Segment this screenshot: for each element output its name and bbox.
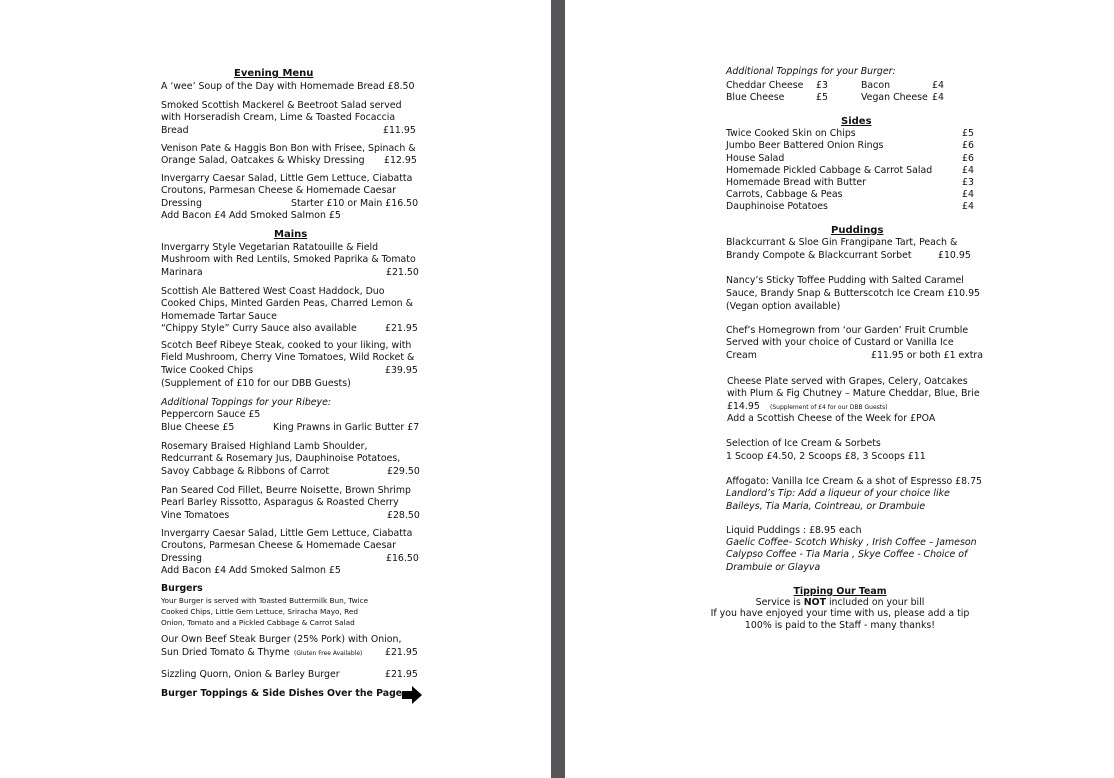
- toffee-line-1: Nancy’s Sticky Toffee Pudding with Salted Caramel: [726, 275, 964, 286]
- page-divider: [551, 0, 565, 778]
- ice-cream-prices: 1 Scoop £4.50, 2 Scoops £8, 3 Scoops £11: [726, 451, 926, 462]
- side-chips: Twice Cooked Skin on Chips: [726, 128, 856, 139]
- ratatouille-line-2: Mushroom with Red Lentils, Smoked Paprika & Tomato: [161, 254, 416, 265]
- mains-heading: Mains: [274, 229, 308, 240]
- cheese-line-2: with Plum & Fig Chutney – Mature Cheddar, Blue, Brie: [727, 388, 980, 399]
- side-carrots-price: £4: [962, 189, 974, 200]
- topping-blue-cheese: Blue Cheese: [726, 92, 785, 103]
- haddock-line-4: “Chippy Style” Curry Sauce also available: [161, 323, 357, 334]
- beef-burger-line-1: Our Own Beef Steak Burger (25% Pork) with Onion,: [161, 634, 402, 645]
- king-prawns-topping: King Prawns in Garlic Butter £7: [273, 422, 420, 433]
- topping-cheddar: Cheddar Cheese: [726, 80, 804, 91]
- service-note-not: NOT: [803, 597, 826, 608]
- tipping-line-1: If you have enjoyed your time with us, please add a tip: [710, 608, 970, 619]
- liquid-puddings-line-3: Drambuie or Glayva: [726, 562, 821, 573]
- cheese-supplement: (Supplement of £4 for our DBB Guests): [770, 404, 888, 411]
- blue-cheese-topping: Blue Cheese £5: [161, 422, 235, 433]
- cod-line-2: Pearl Barley Rissotto, Asparagus & Roasted Cherry: [161, 497, 399, 508]
- toffee-line-2: Sauce, Brandy Snap & Butterscotch Ice Cream £10.95: [726, 288, 980, 299]
- side-carrots: Carrots, Cabbage & Peas: [726, 189, 843, 200]
- ribeye-price: £39.95: [385, 365, 418, 376]
- caesar-starter-price: Starter £10 or Main £16.50: [291, 198, 419, 209]
- cheese-of-week: Add a Scottish Cheese of the Week for £POA: [727, 413, 936, 424]
- mackerel-line-2: with Horseradish Cream, Lime & Toasted Focaccia: [161, 112, 396, 123]
- liquid-puddings-title: Liquid Puddings : £8.95 each: [726, 525, 862, 536]
- beef-burger-price: £21.95: [385, 647, 418, 658]
- topping-vegan-cheese-price: £4: [932, 92, 944, 103]
- beef-burger-line-2: Sun Dried Tomato & Thyme: [161, 647, 290, 658]
- toffee-line-3: (Vegan option available): [726, 301, 841, 312]
- venison-line-1: Venison Pate & Haggis Bon Bon with Frisee, Spinach &: [161, 143, 416, 154]
- side-bread-price: £3: [962, 177, 974, 188]
- cod-line-1: Pan Seared Cod Fillet, Beurre Noisette, Brown Shrimp: [161, 485, 412, 496]
- haddock-line-3: Homemade Tartar Sauce: [161, 311, 277, 322]
- liquid-puddings-line-2: Calypso Coffee - Tia Maria , Skye Coffee - Choice of: [726, 549, 968, 560]
- evening-menu-heading: Evening Menu: [234, 68, 314, 79]
- quorn-burger-price: £21.95: [385, 669, 418, 680]
- haddock-price: £21.95: [385, 323, 418, 334]
- burgers-heading: Burgers: [161, 583, 203, 594]
- caesar-starter-line-2: Croutons, Parmesan Cheese & Homemade Caesar: [161, 185, 396, 196]
- side-onion-rings-price: £6: [962, 140, 974, 151]
- lamb-line-2: Redcurrant & Rosemary Jus, Dauphinoise Potatoes,: [161, 453, 401, 464]
- side-dauphinoise-price: £4: [962, 201, 974, 212]
- service-note-post: included on your bill: [825, 597, 925, 608]
- caesar-main-line-3: Dressing: [161, 553, 202, 564]
- over-page-note: Burger Toppings & Side Dishes Over the Page: [161, 688, 403, 699]
- sides-heading: Sides: [841, 116, 872, 127]
- side-onion-rings: Jumbo Beer Battered Onion Rings: [726, 140, 884, 151]
- side-dauphinoise: Dauphinoise Potatoes: [726, 201, 828, 212]
- ribeye-line-3: Twice Cooked Chips: [161, 365, 254, 376]
- ratatouille-price: £21.50: [386, 267, 419, 278]
- topping-vegan-cheese: Vegan Cheese: [861, 92, 928, 103]
- caesar-main-price: £16.50: [386, 553, 419, 564]
- lamb-price: £29.50: [387, 466, 420, 477]
- crumble-price: £11.95 or both £1 extra: [871, 350, 983, 361]
- soup-item: A ‘wee’ Soup of the Day with Homemade Bread £8.50: [161, 81, 415, 92]
- ribeye-line-1: Scotch Beef Ribeye Steak, cooked to your liking, with: [161, 340, 412, 351]
- mackerel-price: £11.95: [383, 125, 416, 136]
- peppercorn-topping: Peppercorn Sauce £5: [161, 409, 261, 420]
- cod-price: £28.50: [387, 510, 420, 521]
- topping-blue-cheese-price: £5: [816, 92, 828, 103]
- caesar-starter-addons: Add Bacon £4 Add Smoked Salmon £5: [161, 210, 341, 221]
- side-bread: Homemade Bread with Butter: [726, 177, 867, 188]
- lamb-line-3: Savoy Cabbage & Ribbons of Carrot: [161, 466, 330, 477]
- landlord-tip-line-2: Baileys, Tia Maria, Cointreau, or Drambuie: [726, 501, 926, 512]
- caesar-main-line-1: Invergarry Caesar Salad, Little Gem Lettuce, Ciabatta: [161, 528, 413, 539]
- crumble-line-1: Chef’s Homegrown from ‘our Garden’ Fruit Crumble: [726, 325, 969, 336]
- side-chips-price: £5: [962, 128, 974, 139]
- ribeye-toppings-title: Additional Toppings for your Ribeye:: [161, 397, 332, 408]
- side-pickled-cabbage-price: £4: [962, 165, 974, 176]
- tart-line-1: Blackcurrant & Sloe Gin Frangipane Tart, Peach &: [726, 237, 958, 248]
- lamb-line-1: Rosemary Braised Highland Lamb Shoulder,: [161, 441, 368, 452]
- haddock-line-2: Cooked Chips, Minted Garden Peas, Charred Lemon &: [161, 298, 413, 309]
- liquid-puddings-line-1: Gaelic Coffee- Scotch Whisky , Irish Coffee – Jameson: [726, 537, 977, 548]
- haddock-line-1: Scottish Ale Battered West Coast Haddock, Duo: [161, 286, 385, 297]
- side-house-salad-price: £6: [962, 153, 974, 164]
- ribeye-line-4: (Supplement of £10 for our DBB Guests): [161, 378, 351, 389]
- burgers-desc-line-3: Onion, Tomato and a Pickled Cabbage & Carrot Salad: [161, 618, 355, 627]
- burger-toppings-title: Additional Toppings for your Burger:: [726, 66, 896, 77]
- caesar-main-line-2: Croutons, Parmesan Cheese & Homemade Caesar: [161, 540, 396, 551]
- venison-line-2: Orange Salad, Oatcakes & Whisky Dressing: [161, 155, 365, 166]
- gluten-free-note: (Gluten Free Available): [294, 650, 363, 657]
- ribeye-line-2: Field Mushroom, Cherry Vine Tomatoes, Wild Rocket &: [161, 352, 415, 363]
- topping-cheddar-price: £3: [816, 80, 828, 91]
- landlord-tip-line-1: Landlord’s Tip: Add a liqueur of your choice like: [726, 488, 950, 499]
- service-note-pre: Service is: [755, 597, 804, 608]
- ratatouille-line-1: Invergarry Style Vegetarian Ratatouille & Field: [161, 242, 379, 253]
- burgers-desc-line-2: Cooked Chips, Little Gem Lettuce, Sriracha Mayo, Red: [161, 607, 358, 616]
- ice-cream-title: Selection of Ice Cream & Sorbets: [726, 438, 881, 449]
- puddings-heading: Puddings: [831, 225, 884, 236]
- side-house-salad: House Salad: [726, 153, 785, 164]
- cheese-price: £14.95: [727, 401, 760, 412]
- right-menu-page: [565, 0, 1114, 778]
- left-menu-page: [0, 0, 551, 778]
- affogato-item: Affogato: Vanilla Ice Cream & a shot of Espresso £8.75: [726, 476, 982, 487]
- ratatouille-line-3: Marinara: [161, 267, 203, 278]
- tipping-line-2: 100% is paid to the Staff - many thanks!: [744, 620, 936, 631]
- topping-bacon-price: £4: [932, 80, 944, 91]
- side-pickled-cabbage: Homemade Pickled Cabbage & Carrot Salad: [726, 165, 933, 176]
- venison-price: £12.95: [384, 155, 417, 166]
- burgers-desc-line-1: Your Burger is served with Toasted Buttermilk Bun, Twice: [161, 596, 369, 605]
- crumble-line-2: Served with your choice of Custard or Vanilla Ice: [726, 337, 954, 348]
- right-arrow-icon: [402, 686, 422, 704]
- mackerel-line-3: Bread: [161, 125, 189, 136]
- cheese-line-1: Cheese Plate served with Grapes, Celery, Oatcakes: [727, 376, 968, 387]
- tart-price: £10.95: [938, 250, 971, 261]
- tart-line-2: Brandy Compote & Blackcurrant Sorbet: [726, 250, 912, 261]
- caesar-starter-line-1: Invergarry Caesar Salad, Little Gem Lettuce, Ciabatta: [161, 173, 413, 184]
- mackerel-line-1: Smoked Scottish Mackerel & Beetroot Salad served: [161, 100, 402, 111]
- topping-bacon: Bacon: [861, 80, 891, 91]
- cod-line-3: Vine Tomatoes: [161, 510, 230, 521]
- caesar-starter-line-3: Dressing: [161, 198, 202, 209]
- crumble-line-3: Cream: [726, 350, 757, 361]
- caesar-main-addons: Add Bacon £4 Add Smoked Salmon £5: [161, 565, 341, 576]
- tipping-heading: Tipping Our Team: [793, 586, 887, 597]
- quorn-burger: Sizzling Quorn, Onion & Barley Burger: [161, 669, 340, 680]
